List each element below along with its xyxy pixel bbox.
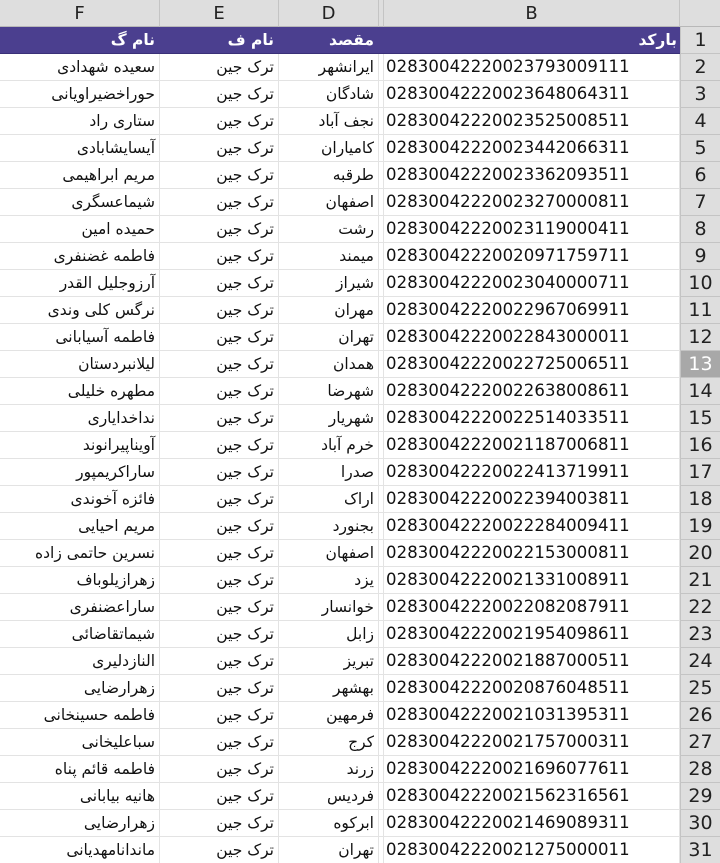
- cell-destination[interactable]: شیراز: [279, 270, 379, 296]
- cell-first-name[interactable]: فائزه آخوندی: [0, 486, 160, 512]
- cell-last-name[interactable]: ترک جین: [160, 513, 279, 539]
- cell-first-name[interactable]: لیلانبردستان: [0, 351, 160, 377]
- header-cell-destination[interactable]: مقصد: [279, 27, 379, 53]
- cell-first-name[interactable]: النازدلیری: [0, 648, 160, 674]
- cell-barcode[interactable]: 02830042220021187006811: [384, 432, 680, 458]
- cell-last-name[interactable]: ترک جین: [160, 243, 279, 269]
- row-number[interactable]: 11: [680, 297, 720, 324]
- row-number[interactable]: 27: [680, 729, 720, 756]
- cell-destination[interactable]: اصفهان: [279, 540, 379, 566]
- cell-barcode[interactable]: 02830042220022725006511: [384, 351, 680, 377]
- cell-last-name[interactable]: ترک جین: [160, 621, 279, 647]
- row-number[interactable]: 15: [680, 405, 720, 432]
- cell-destination[interactable]: زرند: [279, 756, 379, 782]
- cell-barcode[interactable]: 02830042220021562316561: [384, 783, 680, 809]
- cell-last-name[interactable]: ترک جین: [160, 675, 279, 701]
- cell-last-name[interactable]: ترک جین: [160, 837, 279, 863]
- cell-barcode[interactable]: 02830042220022638008611: [384, 378, 680, 404]
- cell-first-name[interactable]: آرزوجلیل القدر: [0, 270, 160, 296]
- cell-first-name[interactable]: مریم احیایی: [0, 513, 160, 539]
- cell-first-name[interactable]: حمیده امین: [0, 216, 160, 242]
- table-row: [0, 729, 680, 756]
- cell-first-name[interactable]: نداخدایاری: [0, 405, 160, 431]
- cell-last-name[interactable]: ترک جین: [160, 432, 279, 458]
- cell-first-name[interactable]: فاطمه غضنفری: [0, 243, 160, 269]
- cell-destination[interactable]: فرمهین: [279, 702, 379, 728]
- row-number[interactable]: 18: [680, 486, 720, 513]
- cell-last-name[interactable]: ترک جین: [160, 270, 279, 296]
- cell-barcode[interactable]: 02830042220021469089311: [384, 810, 680, 836]
- header-row: [0, 27, 680, 54]
- cell-destination[interactable]: همدان: [279, 351, 379, 377]
- table-row: [0, 270, 680, 297]
- cell-destination[interactable]: مهران: [279, 297, 379, 323]
- cell-destination[interactable]: ابرکوه: [279, 810, 379, 836]
- row-number[interactable]: 14: [680, 378, 720, 405]
- table-row: [0, 810, 680, 837]
- cell-barcode[interactable]: 02830042220022967069911: [384, 297, 680, 323]
- cell-barcode[interactable]: 02830042220021275000011: [384, 837, 680, 863]
- cell-last-name[interactable]: ترک جین: [160, 486, 279, 512]
- cell-last-name[interactable]: ترک جین: [160, 108, 279, 134]
- cell-barcode[interactable]: 02830042220023270000811: [384, 189, 680, 215]
- table-row: [0, 621, 680, 648]
- column-header-F[interactable]: F: [0, 0, 160, 27]
- cell-first-name[interactable]: حوراخضیراویانی: [0, 81, 160, 107]
- row-number[interactable]: 31: [680, 837, 720, 863]
- table-row: [0, 324, 680, 351]
- cell-last-name[interactable]: ترک جین: [160, 540, 279, 566]
- cell-destination[interactable]: خوانسار: [279, 594, 379, 620]
- row-number[interactable]: 28: [680, 756, 720, 783]
- cell-last-name[interactable]: ترک جین: [160, 216, 279, 242]
- header-cell-last-name[interactable]: نام ف: [160, 27, 279, 53]
- row-number[interactable]: 10: [680, 270, 720, 297]
- cell-first-name[interactable]: مریم ابراهیمی: [0, 162, 160, 188]
- table-row: [0, 513, 680, 540]
- table-row: [0, 351, 680, 378]
- table-row: [0, 297, 680, 324]
- cell-destination[interactable]: شهریار: [279, 405, 379, 431]
- cell-barcode[interactable]: 02830042220022284009411: [384, 513, 680, 539]
- cell-barcode[interactable]: 02830042220023442066311: [384, 135, 680, 161]
- cell-first-name[interactable]: سعیده شهدادی: [0, 54, 160, 80]
- cell-last-name[interactable]: ترک جین: [160, 162, 279, 188]
- cell-barcode[interactable]: 02830042220023119000411: [384, 216, 680, 242]
- cell-barcode[interactable]: 02830042220022394003811: [384, 486, 680, 512]
- cell-barcode[interactable]: 02830042220022514033511: [384, 405, 680, 431]
- cell-barcode[interactable]: 02830042220021887000511: [384, 648, 680, 674]
- table-row: [0, 540, 680, 567]
- row-number[interactable]: 16: [680, 432, 720, 459]
- table-row: [0, 54, 680, 81]
- column-header-E[interactable]: E: [160, 0, 279, 27]
- row-number[interactable]: 20: [680, 540, 720, 567]
- column-header-D[interactable]: D: [279, 0, 379, 27]
- table-row: [0, 378, 680, 405]
- cell-last-name[interactable]: ترک جین: [160, 567, 279, 593]
- row-number[interactable]: 23: [680, 621, 720, 648]
- row-number[interactable]: 24: [680, 648, 720, 675]
- cell-first-name[interactable]: فاطمه قائم پناه: [0, 756, 160, 782]
- cell-barcode[interactable]: 02830042220021031395311: [384, 702, 680, 728]
- row-number[interactable]: 30: [680, 810, 720, 837]
- cell-barcode[interactable]: 02830042220021757000311: [384, 729, 680, 755]
- row-number[interactable]: 19: [680, 513, 720, 540]
- table-row: [0, 216, 680, 243]
- row-number[interactable]: 25: [680, 675, 720, 702]
- cell-first-name[interactable]: آیسایشابادی: [0, 135, 160, 161]
- cell-first-name[interactable]: ستاری راد: [0, 108, 160, 134]
- table-row: [0, 432, 680, 459]
- cell-barcode[interactable]: 02830042220023362093511: [384, 162, 680, 188]
- table-row: [0, 135, 680, 162]
- table-row: [0, 243, 680, 270]
- cell-last-name[interactable]: ترک جین: [160, 810, 279, 836]
- cell-destination[interactable]: تبریز: [279, 648, 379, 674]
- cell-barcode[interactable]: 02830042220021331008911: [384, 567, 680, 593]
- row-number[interactable]: 21: [680, 567, 720, 594]
- cell-barcode[interactable]: 02830042220023793009111: [384, 54, 680, 80]
- row-number[interactable]: 9: [680, 243, 720, 270]
- cell-first-name[interactable]: مطهره خلیلی: [0, 378, 160, 404]
- cell-barcode[interactable]: 02830042220021954098611: [384, 621, 680, 647]
- cell-last-name[interactable]: ترک جین: [160, 729, 279, 755]
- cell-last-name[interactable]: ترک جین: [160, 135, 279, 161]
- table-row: [0, 459, 680, 486]
- row-number[interactable]: 1: [680, 27, 720, 54]
- table-row: [0, 108, 680, 135]
- cell-last-name[interactable]: ترک جین: [160, 702, 279, 728]
- cell-last-name[interactable]: ترک جین: [160, 783, 279, 809]
- row-number[interactable]: 29: [680, 783, 720, 810]
- cell-destination[interactable]: خرم آباد: [279, 432, 379, 458]
- cell-first-name[interactable]: نرگس کلی وندی: [0, 297, 160, 323]
- cell-destination[interactable]: میمند: [279, 243, 379, 269]
- cell-barcode[interactable]: 02830042220023525008511: [384, 108, 680, 134]
- table-row: [0, 756, 680, 783]
- cell-last-name[interactable]: ترک جین: [160, 324, 279, 350]
- cell-first-name[interactable]: ساراعضنفری: [0, 594, 160, 620]
- cell-barcode[interactable]: 02830042220020876048511: [384, 675, 680, 701]
- cell-destination[interactable]: کامیاران: [279, 135, 379, 161]
- cell-last-name[interactable]: ترک جین: [160, 756, 279, 782]
- cell-barcode[interactable]: 02830042220021696077611: [384, 756, 680, 782]
- cell-last-name[interactable]: ترک جین: [160, 648, 279, 674]
- cell-last-name[interactable]: ترک جین: [160, 81, 279, 107]
- row-number[interactable]: 6: [680, 162, 720, 189]
- select-all-corner[interactable]: [680, 0, 720, 27]
- row-number[interactable]: 13: [680, 351, 720, 378]
- cell-last-name[interactable]: ترک جین: [160, 405, 279, 431]
- cell-barcode[interactable]: 02830042220022413719911: [384, 459, 680, 485]
- cell-first-name[interactable]: ماندانامهدیانی: [0, 837, 160, 863]
- cell-destination[interactable]: صدرا: [279, 459, 379, 485]
- row-number[interactable]: 7: [680, 189, 720, 216]
- cell-last-name[interactable]: ترک جین: [160, 297, 279, 323]
- cell-first-name[interactable]: هانیه بیابانی: [0, 783, 160, 809]
- cell-destination[interactable]: بهشهر: [279, 675, 379, 701]
- cell-destination[interactable]: شادگان: [279, 81, 379, 107]
- cell-first-name[interactable]: فاطمه حسینخانی: [0, 702, 160, 728]
- table-row: [0, 648, 680, 675]
- row-number[interactable]: 4: [680, 108, 720, 135]
- cell-destination[interactable]: شهرضا: [279, 378, 379, 404]
- cell-first-name[interactable]: نسرین حاتمی زاده: [0, 540, 160, 566]
- table-row: [0, 594, 680, 621]
- cell-last-name[interactable]: ترک جین: [160, 54, 279, 80]
- cell-first-name[interactable]: فاطمه آسیابانی: [0, 324, 160, 350]
- header-cell-barcode[interactable]: بارکد: [384, 27, 680, 53]
- cell-destination[interactable]: فردیس: [279, 783, 379, 809]
- cell-destination[interactable]: بجنورد: [279, 513, 379, 539]
- cell-barcode[interactable]: 02830042220022082087911: [384, 594, 680, 620]
- cell-destination[interactable]: تهران: [279, 324, 379, 350]
- cell-last-name[interactable]: ترک جین: [160, 351, 279, 377]
- cell-destination[interactable]: یزد: [279, 567, 379, 593]
- cell-destination[interactable]: اراک: [279, 486, 379, 512]
- row-number[interactable]: 17: [680, 459, 720, 486]
- table-row: [0, 81, 680, 108]
- cell-destination[interactable]: طرقبه: [279, 162, 379, 188]
- cell-last-name[interactable]: ترک جین: [160, 189, 279, 215]
- cell-last-name[interactable]: ترک جین: [160, 594, 279, 620]
- cell-first-name[interactable]: زهرازیلوباف: [0, 567, 160, 593]
- cell-first-name[interactable]: آویناپیرانوند: [0, 432, 160, 458]
- row-number[interactable]: 26: [680, 702, 720, 729]
- cell-last-name[interactable]: ترک جین: [160, 378, 279, 404]
- cell-first-name[interactable]: سباعلیخانی: [0, 729, 160, 755]
- cell-destination[interactable]: کرج: [279, 729, 379, 755]
- row-number[interactable]: 2: [680, 54, 720, 81]
- row-number[interactable]: 8: [680, 216, 720, 243]
- row-number[interactable]: 5: [680, 135, 720, 162]
- cell-barcode[interactable]: 02830042220022843000011: [384, 324, 680, 350]
- cell-destination[interactable]: نجف آباد: [279, 108, 379, 134]
- table-row: [0, 702, 680, 729]
- table-row: [0, 837, 680, 863]
- table-row: [0, 405, 680, 432]
- cell-destination[interactable]: تهران: [279, 837, 379, 863]
- table-row: [0, 162, 680, 189]
- cell-destination[interactable]: اصفهان: [279, 189, 379, 215]
- cell-destination[interactable]: زابل: [279, 621, 379, 647]
- cell-first-name[interactable]: زهرارضایی: [0, 675, 160, 701]
- row-number[interactable]: 12: [680, 324, 720, 351]
- column-header-B[interactable]: B: [384, 0, 680, 27]
- row-number[interactable]: 22: [680, 594, 720, 621]
- cell-destination[interactable]: ایرانشهر: [279, 54, 379, 80]
- table-row: [0, 567, 680, 594]
- cell-last-name[interactable]: ترک جین: [160, 459, 279, 485]
- cell-barcode[interactable]: 02830042220022153000811: [384, 540, 680, 566]
- cell-barcode[interactable]: 02830042220023648064311: [384, 81, 680, 107]
- cell-first-name[interactable]: شیماعسگری: [0, 189, 160, 215]
- table-row: [0, 189, 680, 216]
- row-number[interactable]: 3: [680, 81, 720, 108]
- header-cell-first-name[interactable]: نام گ: [0, 27, 160, 53]
- cell-first-name[interactable]: ساراکریمپور: [0, 459, 160, 485]
- table-row: [0, 783, 680, 810]
- table-row: [0, 675, 680, 702]
- cell-destination[interactable]: رشت: [279, 216, 379, 242]
- cell-first-name[interactable]: زهرارضایی: [0, 810, 160, 836]
- table-row: [0, 486, 680, 513]
- cell-barcode[interactable]: 02830042220023040000711: [384, 270, 680, 296]
- cell-first-name[interactable]: شیماتقاضائی: [0, 621, 160, 647]
- cell-barcode[interactable]: 02830042220020971759711: [384, 243, 680, 269]
